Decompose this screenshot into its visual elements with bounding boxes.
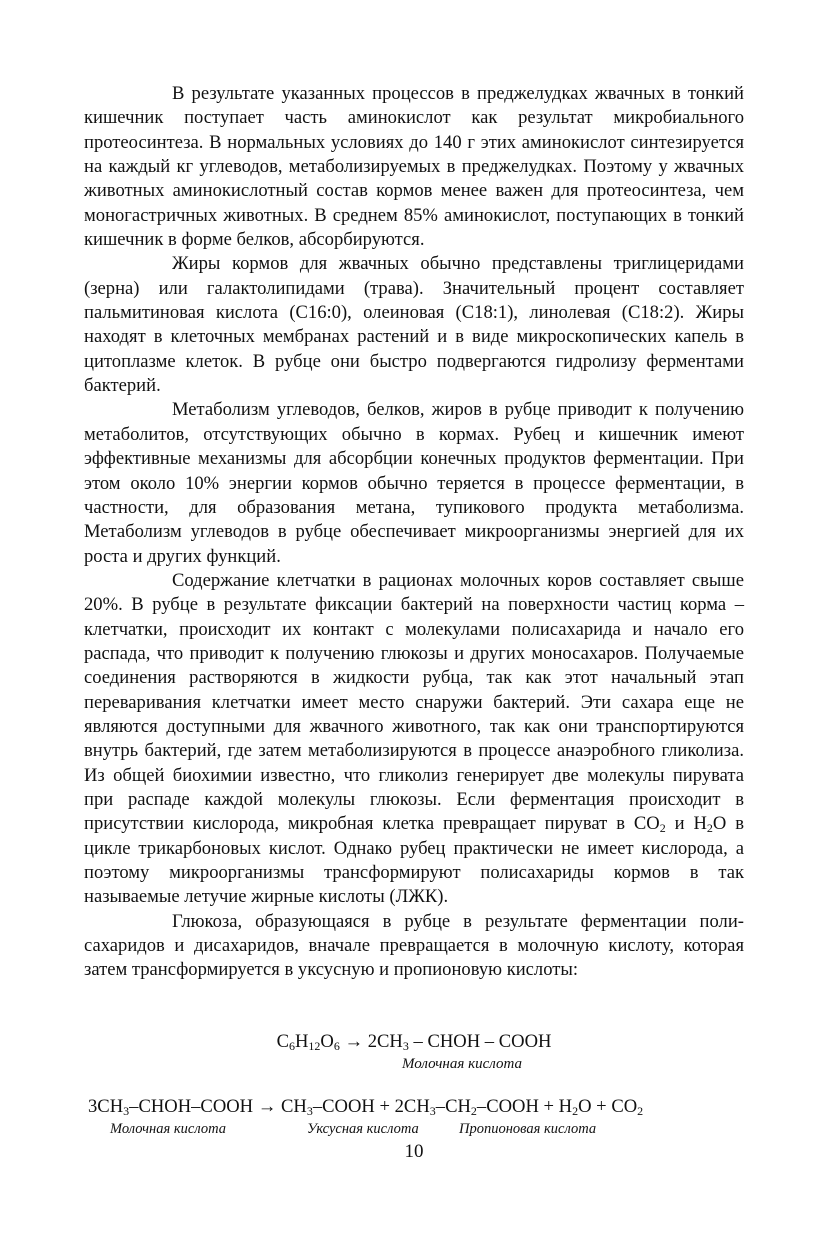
h2o-formula: $H_2O$ bbox=[693, 813, 727, 836]
paragraph-3: Метаболизм углеводов, белков, жиров в рубце приводит к получению метаболитов, отсутствующих обычно в кормах. Рубец и кишечник имеют эффективные механизмы для абсорбции конечных продуктов ферментации. При этом около 10% энергии кормов обычно теряется в процессе ферментации, в частности, для образования метана, тупикового продукта метаболизма. Метаболизм углеводов в рубце обеспечивает микроорганизмы энергией для их роста и других функций. bbox=[84, 399, 744, 567]
co2-formula: $CO_2$ bbox=[633, 813, 666, 836]
paragraph-4-text-after: в цикле трикарбоновых кислот. Однако рубец практически не имеет кислорода, а поэтому микроорганизмы трансформируют полисахариды кормов в так называемые летучие жирные кислоты (ЛЖК). bbox=[84, 813, 744, 908]
body-text bbox=[84, 82, 744, 983]
equation2-label-propionic-acid: Пропионовая кислота bbox=[459, 1121, 597, 1137]
equation-lactic-to-acetic-propionic: $3CH_3-CHOH$–COOH → $CH_3$–COOH + $2CH_3-CH_2$–COOH + $H_2O + CO_2$ bbox=[88, 1096, 644, 1118]
equation2-label-acetic-acid: Уксусная кислота bbox=[307, 1121, 419, 1137]
paragraph-4-text-before: Содержание клетчатки в рационах молочных коров составляет свыше 20%. В рубце в результате фиксации бактерий на поверхности частиц корма – клетчатки, происходит их контакт с молекулами полисахарида и начало его распада, что приводит к получению глюкозы и других моносахаров. Получаемые соединения растворяются в жидкости рубца, так как этот начальный этап переваривания клетчатки имеет место снаружи бактерий. Эти сахара еще не являются доступными для жвачного животного, так как они транспортируются внутрь бактерий, где затем метаболизируются в процессе анаэробного гликолиза. Из общей биохимии известно, что гликолиз генерирует две молекулы пирувата при распаде каждой молекулы глюкозы. Если ферментация происходит в присутствии кислорода, микробная клетка превращает пируват в bbox=[84, 569, 744, 835]
equation2-label-lactic-acid: Молочная кислота bbox=[110, 1121, 226, 1137]
equation1-label-lactic-acid: Молочная кислота bbox=[402, 1056, 522, 1072]
paragraph-2: Жиры кормов для жвачных обычно представлены триглицеридами (зерна) или галактолипидами (трава). Значительный процент составляет пальмитиновая кислота (С16:0), олеиновая (С18:1), линолевая (С18:2). Жиры находят в клеточных мембранах растений и в виде микроскопических капель в цитоплазме клеток. В рубце они быстро подвергаются гидролизу ферментами бактерий. bbox=[84, 253, 744, 397]
equation-glucose-to-lactic: $C_6H_{12}O_6 \to 2CH_3$ – CHOH – COOH bbox=[276, 1031, 552, 1053]
paragraph-5: Глюкоза, образующаяся в рубце в результате ферментации полисахаридов и дисахаридов, вначале превращается в молочную кислоту, которая затем трансформируется в уксусную и пропионовую кислоты: bbox=[84, 910, 744, 981]
paragraph-1: В результате указанных процессов в преджелудках жвачных в тонкий кишечник поступает часть аминокислот как результат микробиального протеосинтеза. В нормальных условиях до 140 г этих аминокислот синтезируется на каждый кг углеводов, метаболизируемых в преджелудках. Поэтому у жвачных животных аминокислотный состав кормов менее важен для протеосинтеза, чем моногастричных животных. В среднем 85% аминокислот, поступающих в тонкий кишечник в форме белков, абсорбируются. bbox=[84, 83, 744, 251]
paragraph-4: Содержание клетчатки в рационах молочных коров составляет свыше 20%. В рубце в результате фиксации бактерий на поверхности частиц корма – клетчатки, происходит их контакт с молекулами полисахарида и начало его распада, что приводит к получению глюкозы и других моносахаров. Получаемые соединения растворяются в жидкости рубца, так как этот начальный этап переваривания клетчатки имеет место снаружи бактерий. Эти сахара еще не являются доступными для жвачного животного, так как они транспортируются внутрь бактерий, где затем метаболизируются в процессе анаэробного гликолиза. Из общей биохимии известно, что гликолиз генерирует две молекулы пирувата при распаде каждой молекулы глюкозы. Если ферментация происходит в присутствии кислорода, микробная клетка превращает пируват в $CO_2$ и $H_2O$ в цикле трикарбоновых кислот. Однако рубец практически не имеет кислорода, а поэтому микроорганизмы трансформируют полисахариды кормов в так называемые летучие жирные кислоты (ЛЖК). bbox=[84, 569, 744, 908]
page-number: 10 bbox=[404, 1141, 424, 1162]
